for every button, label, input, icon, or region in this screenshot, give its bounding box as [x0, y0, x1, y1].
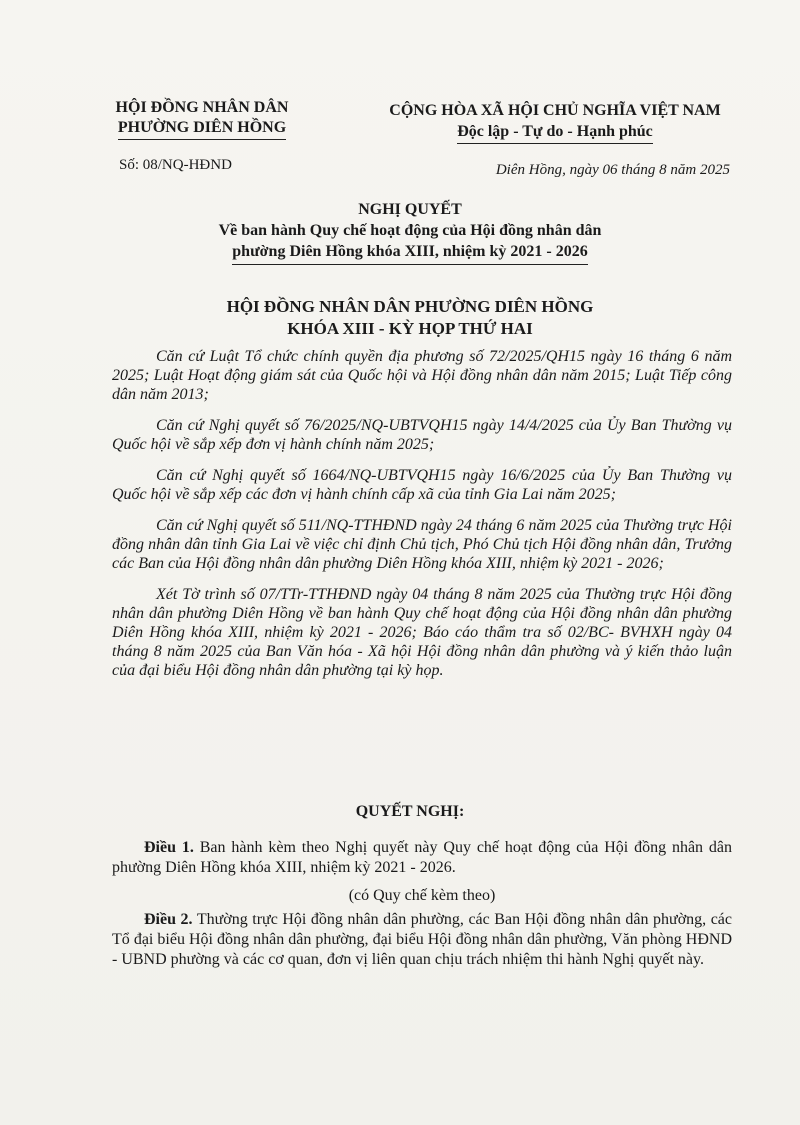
authority-line-2: PHƯỜNG DIÊN HỒNG	[118, 118, 286, 140]
title-main: NGHỊ QUYẾT	[358, 201, 462, 218]
issuing-authority	[86, 98, 318, 140]
articles	[112, 838, 732, 978]
article-1-note: (có Quy chế kèm theo)	[348, 887, 496, 904]
basis-paragraph: Căn cứ Nghị quyết số 1664/NQ-UBTVQH15 ngày 16/6/2025 của Ủy Ban Thường vụ Quốc hội về sắp xếp các đơn vị hành chính cấp xã của tỉnh Gia Lai năm 2025;	[112, 467, 732, 503]
article-1	[112, 838, 732, 878]
national-motto: Độc lập - Tự do - Hạnh phúc	[457, 121, 653, 144]
national-title: CỘNG HÒA XÃ HỘI CHỦ NGHĨA VIỆT NAM	[389, 102, 721, 119]
article-2	[112, 910, 732, 970]
document-number: Số: 08/NQ-HĐND	[119, 157, 232, 173]
basis-paragraph: Căn cứ Nghị quyết số 76/2025/NQ-UBTVQH15 ngày 14/4/2025 của Ủy Ban Thường vụ Quốc hội về sắp xếp đơn vị hành chính năm 2025;	[112, 417, 732, 453]
council-line-1: HỘI ĐỒNG NHÂN DÂN PHƯỜNG DIÊN HỒNG	[226, 297, 594, 316]
authority-line-1: HỘI ĐỒNG NHÂN DÂN	[115, 99, 289, 116]
article-2-label: Điều 2.	[144, 911, 193, 928]
basis-paragraph: Căn cứ Nghị quyết số 511/NQ-TTHĐND ngày 24 tháng 6 năm 2025 của Thường trực Hội đồng nhân dân tỉnh Gia Lai về việc chỉ định Chủ tịch, Phó Chủ tịch Hội đồng nhân dân, Trưởng các Ban của Hội đồng nhân dân phường Diên Hồng khóa XIII, nhiệm kỳ 2021 - 2026;	[112, 517, 732, 572]
article-2-text: Thường trực Hội đồng nhân dân phường, các Ban Hội đồng nhân dân phường, các Tổ đại biểu Hội đồng nhân dân phường, đại biểu Hội đồng nhân dân phường, Văn phòng HĐND - UBND phường và các cơ quan, đơn vị liên quan chịu trách nhiệm thi hành Nghị quyết này.	[112, 911, 733, 968]
national-header	[360, 100, 750, 144]
date-line: Diên Hồng, ngày 06 tháng 8 năm 2025	[495, 162, 730, 178]
article-1-label: Điều 1.	[144, 839, 194, 856]
title-sub-1: Về ban hành Quy chế hoạt động của Hội đồng nhân dân	[218, 222, 602, 239]
council-line-2: KHÓA XIII - KỲ HỌP THỨ HAI	[287, 319, 533, 338]
legal-basis	[112, 347, 732, 692]
council-heading	[80, 296, 740, 340]
basis-paragraph: Căn cứ Luật Tổ chức chính quyền địa phương số 72/2025/QH15 ngày 16 tháng 6 năm 2025; Luật Hoạt động giám sát của Quốc hội và Hội đồng nhân dân năm 2015; Luật Tiếp công dân năm 2013;	[112, 348, 732, 403]
article-1-text: Ban hành kèm theo Nghị quyết này Quy chế hoạt động của Hội đồng nhân dân phường Diên Hồng khóa XIII, nhiệm kỳ 2021 - 2026.	[112, 839, 733, 876]
title-sub-2: phường Diên Hồng khóa XIII, nhiệm kỳ 2021 - 2026	[232, 241, 587, 265]
decides-heading: QUYẾT NGHỊ:	[355, 803, 465, 820]
document-title	[80, 199, 740, 265]
basis-paragraph: Xét Tờ trình số 07/TTr-TTHĐND ngày 04 tháng 8 năm 2025 của Thường trực Hội đồng nhân dân phường Diên Hồng về ban hành Quy chế hoạt động của Hội đồng nhân dân phường Diên Hồng khóa XIII, nhiệm kỳ 2021 - 2026; Báo cáo thẩm tra số 02/BC- BVHXH ngày 04 tháng 8 năm 2025 của Ban Văn hóa - Xã hội Hội đồng nhân dân phường và ý kiến thảo luận của đại biểu Hội đồng nhân dân phường tại kỳ họp.	[112, 586, 732, 679]
